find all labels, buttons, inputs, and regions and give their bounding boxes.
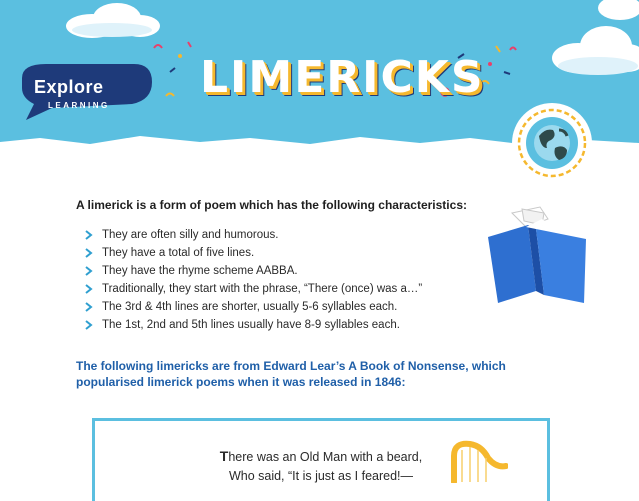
characteristics-list <box>84 226 422 334</box>
book-icon <box>482 205 594 305</box>
page-title: LIMERICKS <box>200 52 485 103</box>
list-item-text: They are often silly and humorous. <box>102 229 279 241</box>
logo-wordmark: Explore <box>34 77 104 97</box>
chevron-right-icon <box>84 230 94 240</box>
logo-subtitle: LEARNING <box>48 101 110 110</box>
poem-line-1-rest: here was an Old Man with a beard, <box>228 450 423 464</box>
poem-line-2: Who said, “It is just as I feared!— <box>228 469 414 483</box>
list-item-text: The 1st, 2nd and 5th lines usually have 8-9 syllables each. <box>102 319 400 331</box>
list-item <box>84 262 422 280</box>
chevron-right-icon <box>84 248 94 258</box>
list-item <box>84 298 422 316</box>
cloud-icon <box>62 2 162 38</box>
list-item-text: They have a total of five lines. <box>102 247 255 259</box>
chevron-right-icon <box>84 284 94 294</box>
source-note: The following limericks are from Edward Lear’s A Book of Nonsense, which popularised limerick poems when it was released in 1846: <box>76 359 506 389</box>
chevron-right-icon <box>84 320 94 330</box>
list-item-text: The 3rd & 4th lines are shorter, usually 5-6 syllables each. <box>102 301 398 313</box>
chevron-right-icon <box>84 266 94 276</box>
poem-dropcap: T <box>219 448 229 464</box>
list-item-text: Traditionally, they start with the phrase, “There (once) was a…” <box>102 283 423 295</box>
cloud-icon <box>596 0 639 22</box>
harp-icon <box>448 438 508 483</box>
list-item <box>84 244 422 262</box>
chevron-right-icon <box>84 302 94 312</box>
globe-icon <box>509 100 595 186</box>
list-item <box>84 316 422 334</box>
list-item-text: They have the rhyme scheme AABBA. <box>102 265 298 277</box>
list-item <box>84 280 422 298</box>
list-item <box>84 226 422 244</box>
intro-heading: A limerick is a form of poem which has the following characteristics: <box>76 198 467 212</box>
cloud-icon <box>548 22 639 78</box>
